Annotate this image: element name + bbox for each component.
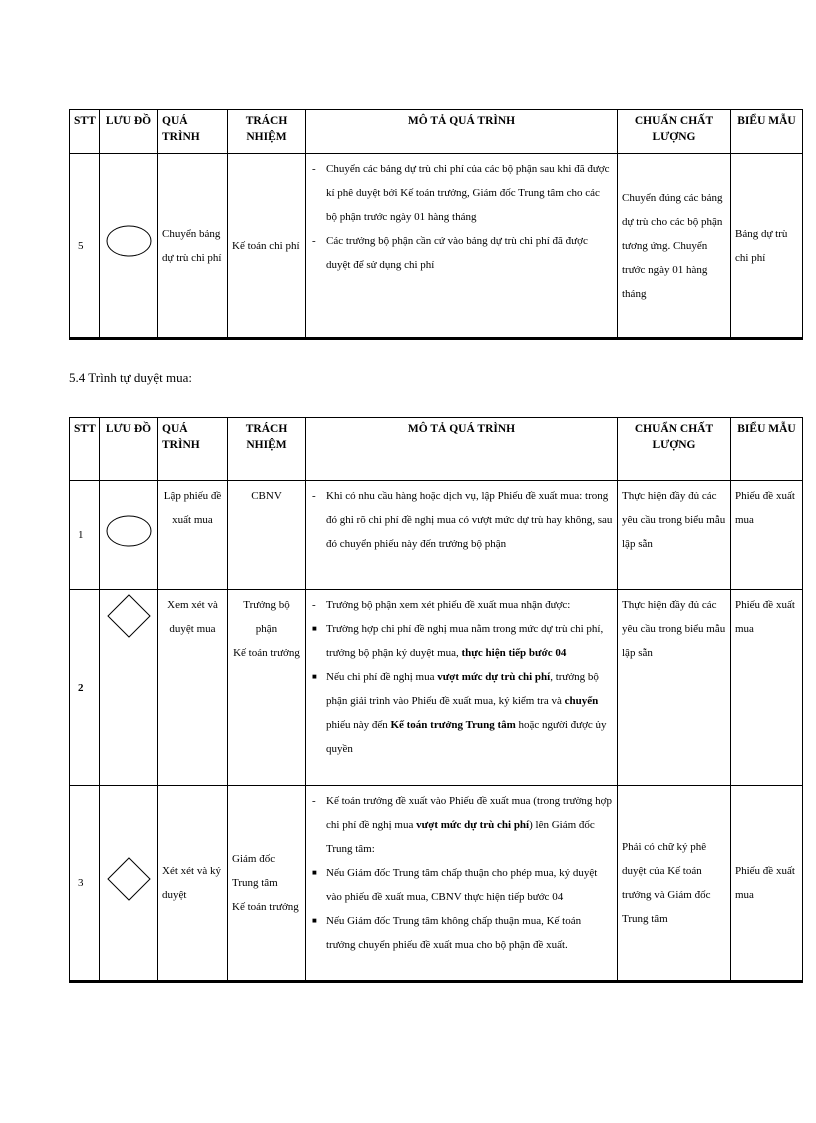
desc-text: phiếu này đến (326, 719, 388, 731)
header-mo-ta: MÔ TẢ QUÁ TRÌNH (306, 418, 618, 481)
flow-shape-cell (100, 786, 158, 982)
desc-text: Kế toán trưởng đề xuất vào Phiếu đề xuất mua (trong trường hợp chi phí đề nghị mua (326, 795, 612, 831)
desc-bold: thực hiện tiếp bước 04 (461, 647, 567, 659)
dash-marker: - (312, 235, 316, 247)
desc-text: hoặc người được ủy quyền (326, 719, 607, 755)
trach-nhiem-line: Trưởng bộ phận (243, 599, 290, 635)
header-qua-trinh: QUÁ TRÌNH (158, 110, 228, 154)
desc-text: Trường hợp chi phí đề nghị mua nằm trong mức dự trù chi phí, trưởng bộ phận ký duyệt mua, (326, 623, 604, 659)
desc-bullet (310, 665, 613, 761)
row-stt: 3 (70, 786, 100, 982)
row-chuan: Phải có chữ ký phê duyệt của Kế toán trưởng và Giám đốc Trung tâm (618, 786, 731, 982)
desc-text: Khi có nhu cầu hàng hoặc dịch vụ, lập Phiếu đề xuất mua: trong đó ghi rõ chi phí đề nghị mua có vượt mức dự trù hay không, sau đó chuyển phiếu này đến trưởng bộ phận (326, 490, 613, 550)
desc-text: Chuyển các bảng dự trù chi phí của các bộ phận sau khi đã được kí phê duyệt bởi Kế toán trưởng, Giám đốc Trung tâm cho các bộ phận trước ngày 01 hàng tháng (326, 163, 610, 223)
row-qua-trinh: Chuyển bảng dự trù chi phí (158, 154, 228, 339)
row-mo-ta (306, 154, 618, 339)
table-row (70, 590, 803, 786)
row-bieu-mau: Phiếu đề xuất mua (731, 481, 803, 590)
desc-bullet (310, 861, 613, 909)
table-header-row (70, 418, 803, 481)
desc-bold: vượt mức dự trù chi phí (437, 671, 551, 683)
desc-text: Các trưởng bộ phận cần cứ vào bảng dự trù chi phí đã được duyệt để sử dụng chi phí (326, 235, 588, 271)
header-mo-ta: MÔ TẢ QUÁ TRÌNH (306, 110, 618, 154)
header-luu-do: LƯU ĐỒ (100, 110, 158, 154)
square-bullet-icon: ■ (312, 916, 317, 925)
row-bieu-mau: Phiếu đề xuất mua (731, 786, 803, 982)
flow-shape-cell (100, 154, 158, 339)
desc-item (310, 484, 613, 556)
row-trach-nhiem (228, 590, 306, 786)
desc-text: Nếu Giám đốc Trung tâm không chấp thuận mua, Kế toán trưởng chuyển phiếu đề xuất mua cho bộ phận đề xuất. (326, 915, 582, 951)
dash-marker: - (312, 795, 316, 807)
section-heading: 5.4 Trình tự duyệt mua: (69, 370, 192, 385)
diamond-shape (106, 856, 152, 902)
row-stt: 2 (70, 590, 100, 786)
row-trach-nhiem (228, 786, 306, 982)
row-trach-nhiem: CBNV (228, 481, 306, 590)
row-mo-ta (306, 786, 618, 982)
flow-shape-cell (100, 590, 158, 786)
row-stt: 5 (70, 154, 100, 339)
desc-bullet (310, 909, 613, 957)
header-stt: STT (70, 110, 100, 154)
desc-bold: Kế toán trưởng Trung tâm (390, 719, 516, 731)
row-bieu-mau: Bảng dự trù chi phí (731, 154, 803, 339)
desc-bullet (310, 617, 613, 665)
header-trach-nhiem: TRÁCH NHIỆM (228, 418, 306, 481)
row-qua-trinh: Xét xét và ký duyệt (158, 786, 228, 982)
desc-text: , trưởng bộ phận giải trình vào Phiếu đề xuất mua, ký kiểm tra và (326, 671, 599, 707)
table-row (70, 154, 803, 339)
desc-item (310, 157, 613, 229)
row-stt: 1 (70, 481, 100, 590)
dash-marker: - (312, 163, 316, 175)
row-trach-nhiem: Kế toán chi phí (228, 154, 306, 339)
desc-bold: vượt mức dự trù chi phí (416, 819, 530, 831)
row-bieu-mau: Phiếu đề xuất mua (731, 590, 803, 786)
process-table-2 (69, 417, 803, 983)
flow-shape-cell (100, 481, 158, 590)
row-qua-trinh: Xem xét và duyệt mua (158, 590, 228, 786)
dash-marker: - (312, 599, 316, 611)
table-header-row (70, 110, 803, 154)
desc-text: ) lên Giám đốc Trung tâm: (326, 819, 595, 855)
header-stt: STT (70, 418, 100, 481)
row-chuan: Chuyển đúng các bảng dự trù cho các bộ phận tương ứng. Chuyển trước ngày 01 hàng tháng (618, 154, 731, 339)
table-row (70, 786, 803, 982)
header-bieu-mau: BIỂU MẪU (731, 418, 803, 481)
ellipse-shape (105, 224, 153, 258)
trach-nhiem-line: Kế toán trưởng (232, 901, 299, 913)
square-bullet-icon: ■ (312, 868, 317, 877)
desc-text: Trưởng bộ phận xem xét phiếu đề xuất mua nhận được: (326, 599, 571, 611)
header-chuan: CHUẨN CHẤT LƯỢNG (618, 110, 731, 154)
desc-item (310, 789, 613, 861)
row-chuan: Thực hiện đầy đủ các yêu cầu trong biểu mẫu lập sẵn (618, 590, 731, 786)
header-bieu-mau: BIỂU MẪU (731, 110, 803, 154)
desc-text: Nếu chi phí đề nghị mua (326, 671, 435, 683)
table-row (70, 481, 803, 590)
row-mo-ta (306, 481, 618, 590)
header-qua-trinh: QUÁ TRÌNH (158, 418, 228, 481)
diamond-shape (106, 593, 152, 639)
ellipse-shape (105, 514, 153, 548)
desc-bold: chuyển (564, 695, 599, 707)
trach-nhiem-line: Giám đốc Trung tâm (232, 853, 278, 889)
process-table-1 (69, 109, 803, 340)
desc-item (310, 229, 613, 277)
header-chuan: CHUẨN CHẤT LƯỢNG (618, 418, 731, 481)
header-luu-do: LƯU ĐỒ (100, 418, 158, 481)
desc-text: Nếu Giám đốc Trung tâm chấp thuận cho phép mua, ký duyệt vào phiếu đề xuất mua, CBNV thực hiện tiếp bước 04 (326, 867, 598, 903)
square-bullet-icon: ■ (312, 672, 317, 681)
dash-marker: - (312, 490, 316, 502)
row-chuan: Thực hiện đầy đủ các yêu cầu trong biểu mẫu lập sẵn (618, 481, 731, 590)
row-qua-trinh: Lập phiếu đề xuất mua (158, 481, 228, 590)
square-bullet-icon: ■ (312, 624, 317, 633)
trach-nhiem-line: Kế toán trưởng (233, 647, 300, 659)
header-trach-nhiem: TRÁCH NHIỆM (228, 110, 306, 154)
desc-item (310, 593, 613, 617)
row-mo-ta (306, 590, 618, 786)
